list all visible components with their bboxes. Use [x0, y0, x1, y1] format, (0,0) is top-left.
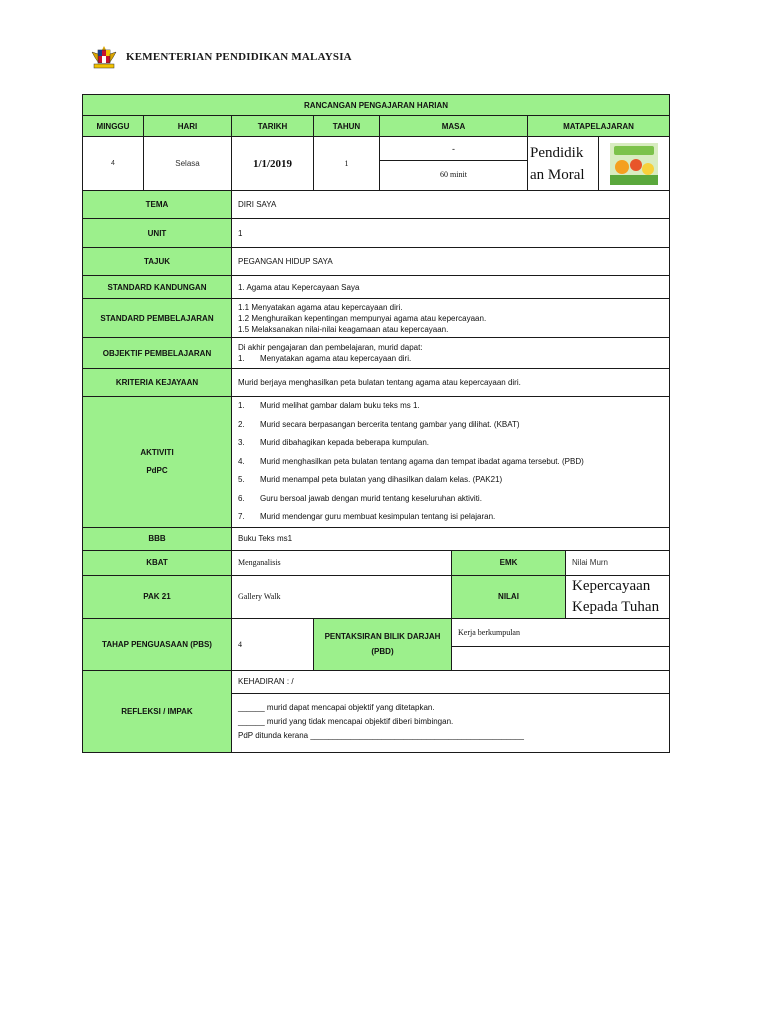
masa-bottom: 60 minit [440, 170, 467, 180]
tajuk-value: PEGANGAN HIDUP SAYA [232, 248, 670, 276]
sp-line-3: 1.5 Melaksanakan nilai-nilai keagamaan atau kepercayaan. [238, 324, 449, 334]
nilai-label: NILAI [452, 575, 566, 618]
minggu-value: 4 [83, 137, 144, 191]
tahun-value: 1 [314, 137, 380, 191]
objektif-value [232, 338, 670, 369]
kbat-value: Menganalisis [232, 550, 452, 575]
aktiviti-text: Murid melihat gambar dalam buku teks ms 1. [260, 401, 420, 410]
kbat-label: KBAT [83, 550, 232, 575]
col-matapelajaran: MATAPELAJARAN [528, 116, 670, 137]
aktiviti-text: Murid dibahagikan kepada beberapa kumpulan. [260, 438, 430, 447]
col-hari: HARI [144, 116, 232, 137]
aktiviti-list [232, 397, 670, 528]
refleksi-cell [232, 670, 670, 752]
standard-pembelajaran-label: STANDARD PEMBELAJARAN [83, 299, 232, 338]
coat-of-arms-icon [90, 44, 118, 70]
aktiviti-num: 6. [238, 493, 245, 503]
aktiviti-num: 2. [238, 419, 245, 429]
sp-line-2: 1.2 Menghuraikan kepentingan mempunyai agama atau kepercayaan. [238, 313, 487, 323]
tahap-value: 4 [232, 618, 314, 670]
textbook-cover-icon [610, 143, 658, 185]
objektif-label: OBJEKTIF PEMBELAJARAN [83, 338, 232, 369]
refleksi-label: REFLEKSI / IMPAK [83, 670, 232, 752]
pbd-cell [452, 618, 670, 670]
refleksi-line1: ______ murid dapat mencapai objektif yang ditetapkan. [238, 703, 435, 713]
objektif-item [238, 353, 663, 364]
masa-duration [380, 161, 527, 189]
aktiviti-label [83, 397, 232, 528]
aktiviti-item [238, 434, 663, 453]
aktiviti-item [238, 397, 663, 416]
pak21-value: Gallery Walk [232, 575, 452, 618]
aktiviti-text: Murid menghasilkan peta bulatan tentang agama dan tempat ibadat agama tersebut. (PBD) [260, 456, 584, 466]
matapelajaran-line2: an Moral [530, 166, 585, 183]
masa-top: - [380, 139, 527, 161]
unit-value: 1 [232, 219, 670, 248]
tema-value: DIRI SAYA [232, 191, 670, 219]
aktiviti-text: Guru bersoal jawab dengan murid tentang keseluruhan aktiviti. [260, 493, 482, 503]
pak21-label: PAK 21 [83, 575, 232, 618]
aktiviti-text: Murid mendengar guru membuat kesimpulan tentang isi pelajaran. [260, 512, 496, 521]
lesson-plan-table [82, 94, 670, 753]
aktiviti-item [238, 490, 663, 509]
aktiviti-label-1: AKTIVITI [140, 447, 174, 457]
kriteria-label: KRITERIA KEJAYAAN [83, 369, 232, 397]
nilai-value [566, 575, 670, 618]
aktiviti-num: 5. [238, 475, 245, 484]
tahap-label: TAHAP PENGUASAAN (PBS) [83, 618, 232, 670]
masa-cell [380, 137, 528, 191]
tema-label: TEMA [83, 191, 232, 219]
objektif-intro: Di akhir pengajaran dan pembelajaran, murid dapat: [238, 343, 423, 352]
standard-kandungan-label: STANDARD KANDUNGAN [83, 276, 232, 299]
ministry-name: KEMENTERIAN PENDIDIKAN MALAYSIA [126, 51, 352, 63]
col-masa: MASA [380, 116, 528, 137]
aktiviti-text: Murid secara berpasangan bercerita tentang gambar yang dilihat. (KBAT) [260, 419, 520, 429]
aktiviti-num: 4. [238, 456, 245, 466]
aktiviti-item [238, 471, 663, 490]
refleksi-line2: ______ murid yang tidak mencapai objektif diberi bimbingan. [238, 717, 454, 727]
tarikh-value: 1/1/2019 [232, 137, 314, 191]
pbd-label: PENTAKSIRAN BILIK DARJAH (PBD) [314, 618, 452, 670]
aktiviti-item [238, 416, 663, 435]
kehadiran: KEHADIRAN : / [232, 671, 669, 693]
textbook-cover-image [598, 137, 669, 190]
objektif-item-num: 1. [238, 354, 245, 363]
matapelajaran-value [528, 142, 598, 186]
hari-value: Selasa [144, 137, 232, 191]
matapelajaran-line1: Pendidik [530, 144, 584, 161]
aktiviti-item [238, 508, 663, 527]
bbb-label: BBB [83, 527, 232, 550]
standard-kandungan-value: 1. Agama atau Kepercayaan Saya [232, 276, 670, 299]
unit-label: UNIT [83, 219, 232, 248]
aktiviti-label-2: PdPC [146, 465, 168, 475]
col-tarikh: TARIKH [232, 116, 314, 137]
pbd-blank [452, 646, 669, 669]
col-tahun: TAHUN [314, 116, 380, 137]
nilai-line2: Kepada Tuhan [572, 598, 660, 615]
refleksi-text [232, 693, 669, 751]
bbb-value: Buku Teks ms1 [232, 527, 670, 550]
aktiviti-num: 7. [238, 512, 245, 521]
nilai-line1: Kepercayaan [572, 577, 651, 594]
aktiviti-num: 1. [238, 401, 245, 410]
sp-line-1: 1.1 Menyatakan agama atau kepercayaan diri. [238, 302, 403, 312]
emk-label: EMK [452, 550, 566, 575]
pbd-value: Kerja berkumpulan [452, 619, 669, 646]
kriteria-value: Murid berjaya menghasilkan peta bulatan tentang agama atau kepercayaan diri. [232, 369, 670, 397]
aktiviti-num: 3. [238, 438, 245, 447]
ministry-header [90, 44, 352, 70]
aktiviti-text: Murid menampal peta bulatan yang dihasilkan dalam kelas. (PAK21) [260, 475, 503, 484]
objektif-item-text: Menyatakan agama atau kepercayaan diri. [260, 354, 412, 363]
standard-pembelajaran-value [232, 299, 670, 338]
matapelajaran-cell [528, 137, 670, 191]
emk-value: Nilai Murn [566, 550, 670, 575]
col-minggu: MINGGU [83, 116, 144, 137]
table-title: RANCANGAN PENGAJARAN HARIAN [83, 95, 670, 116]
refleksi-line3: PdP ditunda kerana ________________________________________________ [238, 731, 524, 741]
aktiviti-item [238, 453, 663, 472]
tajuk-label: TAJUK [83, 248, 232, 276]
